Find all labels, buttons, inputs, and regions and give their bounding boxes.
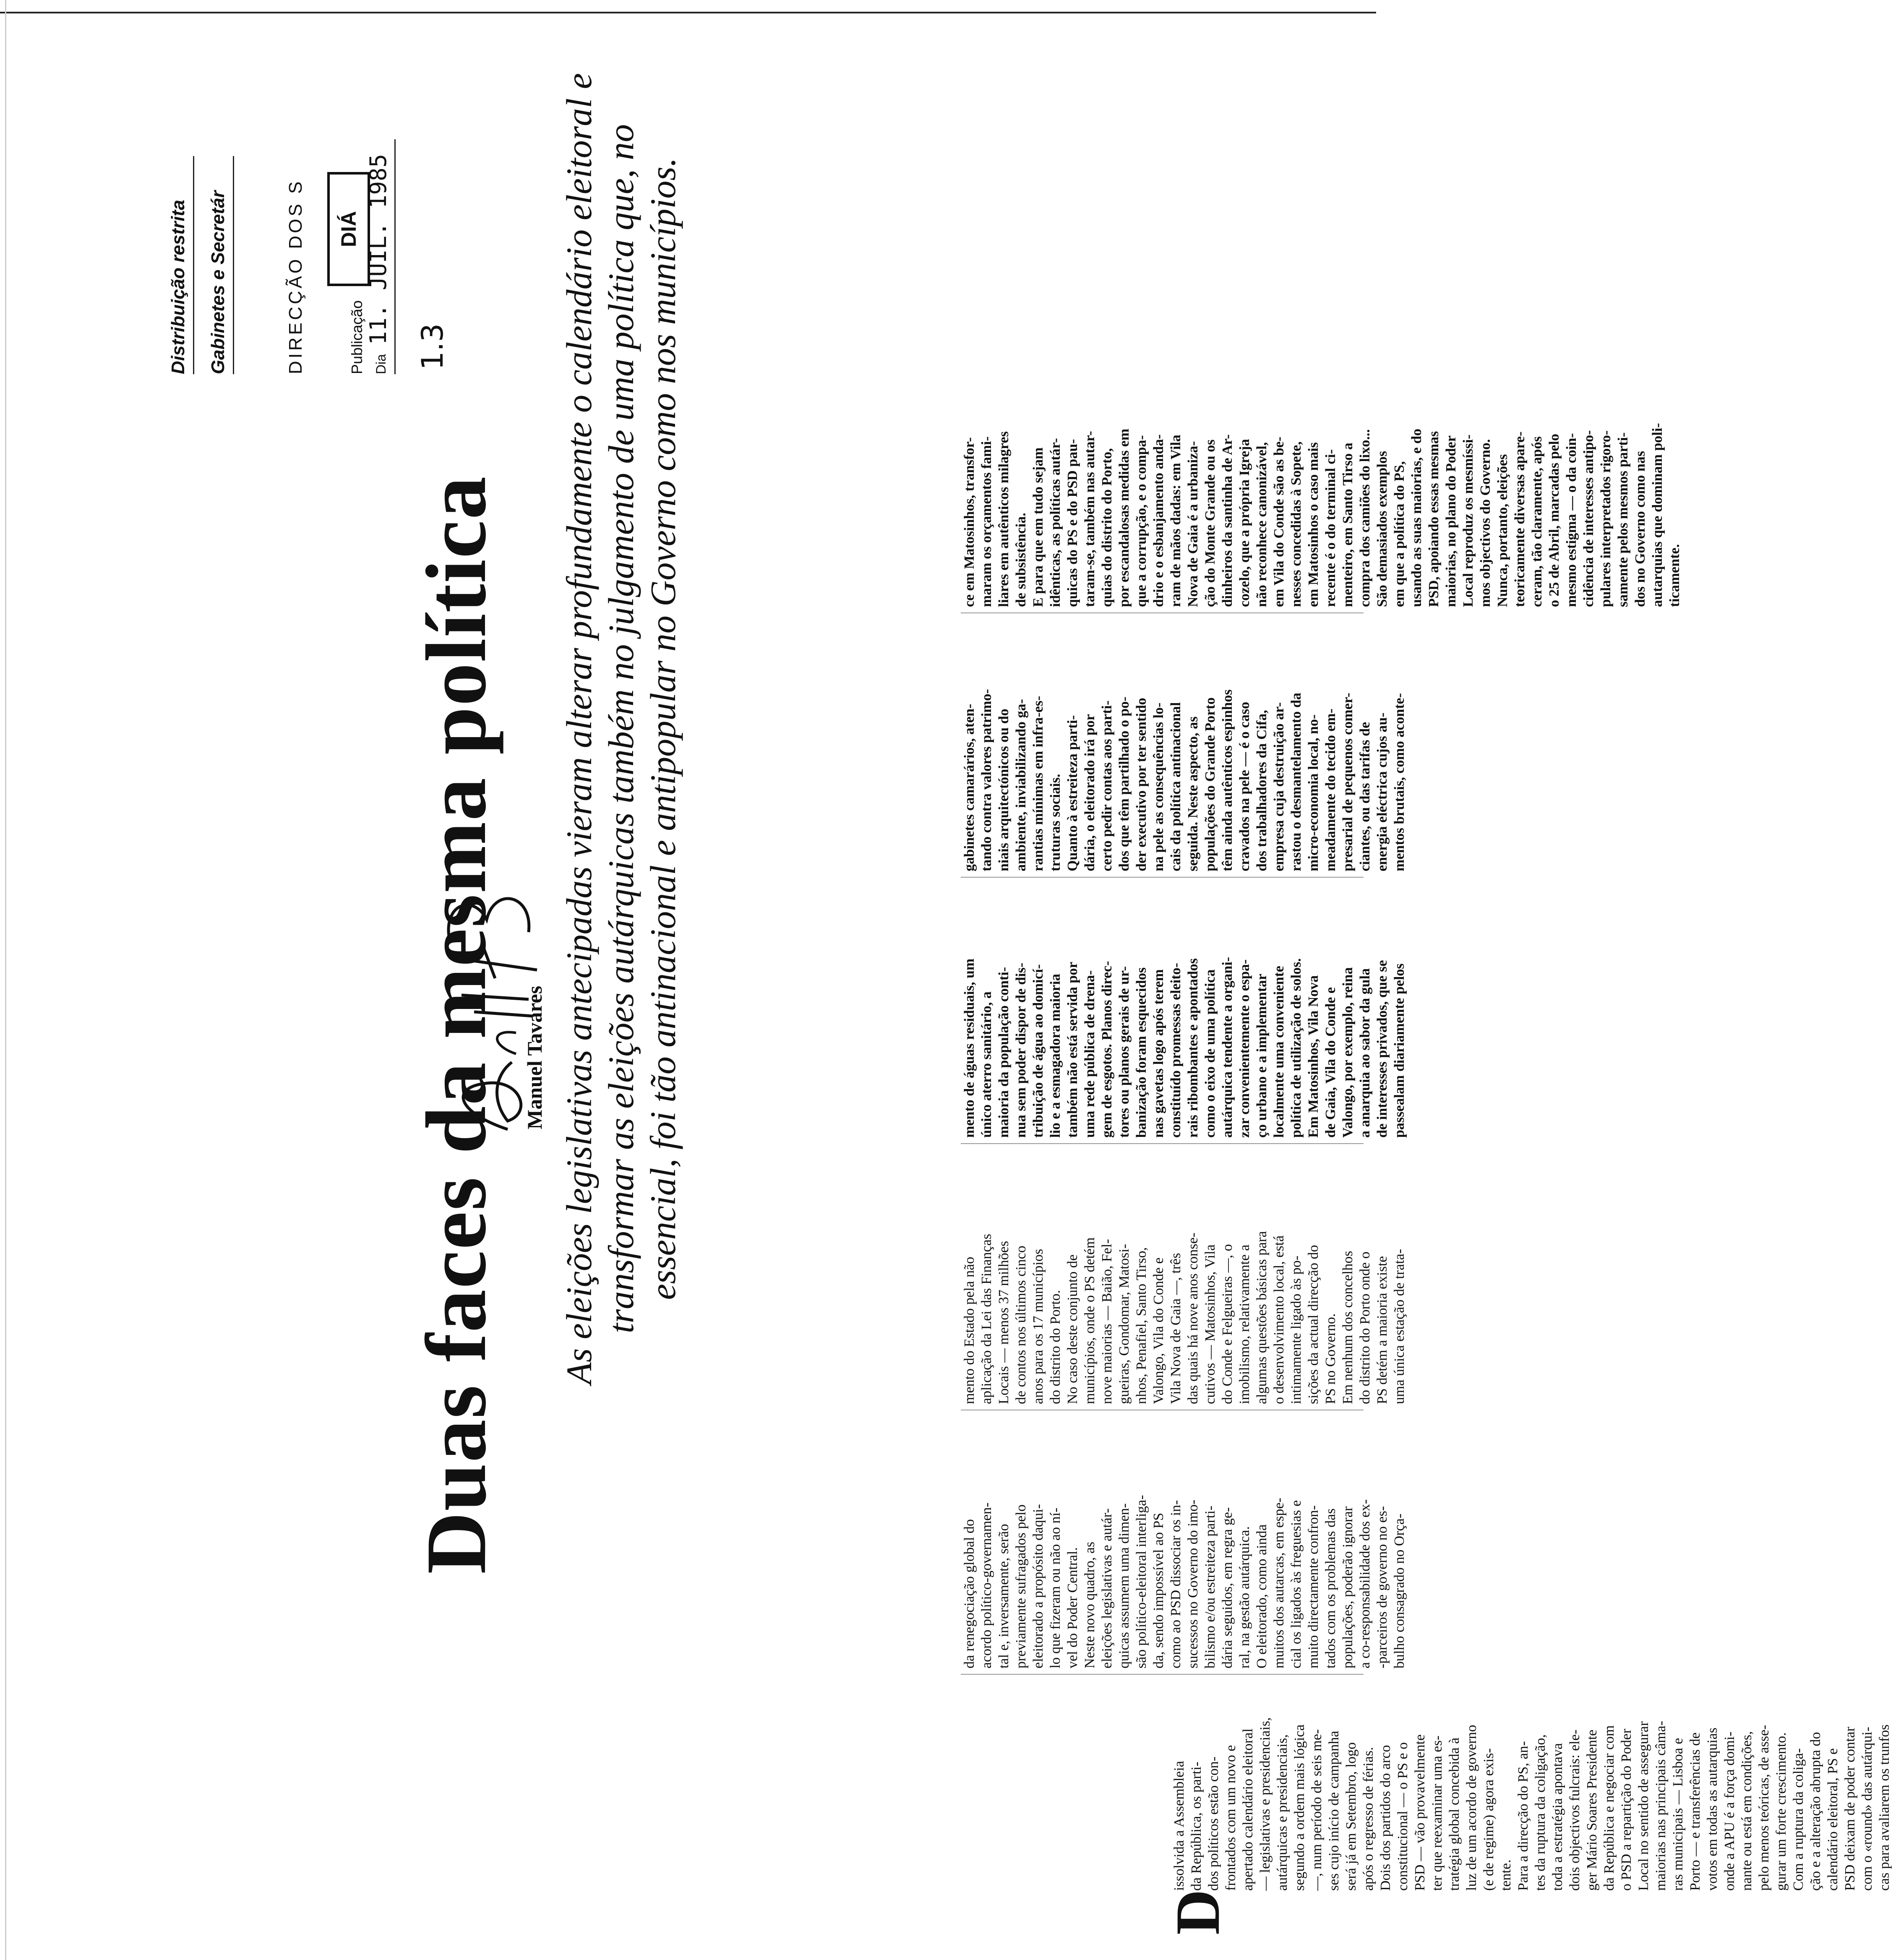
article-lede: As eleições legislativas antecipadas vieram alterar profundamente o calendário eleitoral e transformar as eleições autárquicas também no julgamento de uma política que, no essencial, foi tão antinacional e antipopular no Governo como nos municípios. — [559, 73, 683, 1384]
stamp-rule-3 — [394, 139, 396, 374]
body-column-3: mento do Estado pela não aplicação da Lei das Finanças Locais — menos 37 milhões de contos nos últimos cinco anos para os 17 municípios do distrito do Porto. No caso deste conjunto de municípios, onde o PS detém nove maiorias — Baião, Fel- gueiras, Gondomar, Matosi- nhos, Penafiel, Santo Tirso, Valongo, Vila do Conde e Vila Nova de Gaia —, três das quais há nove anos conse- cutivos — Matosinhos, Vila do Conde e Felgueiras —, o imobilismo, relativamente a algumas questões básicas para o desenvolvimento local, está intimamente ligado às po- sições da actual direcção do PS no Governo. Em nenhum dos concelhos do distrito do Porto onde o PS detém a maioria existe uma única estação de trata- — [962, 1231, 1407, 1404]
stamp-direction-line: DIRECÇÃO DOS S — [285, 179, 306, 374]
archive-stamp — [168, 22, 394, 374]
body-column-4: mento de águas residuais, um único aterro sanitário, a maioria da população conti- nua sem poder dispor de dis- tribuição de água ao domicí- lio e a esmagadora maioria também não está servida por uma rede pública de drena- gem de esgotos. Planos direc- tores ou planos gerais de ur- banização foram esquecidos nas gavetas logo após terem constituído promessas eleito- rais ribombantes e apontados como o eixo de uma política autárquica tendente a organi- zar convenientemente o espa- ço urbano e a implementar localmente uma conveniente política de utilização de solos. Em Matosinhos, Vila Nova de Gaia, Vila do Conde e Valongo, por exemplo, reina a anarquia ao sabor da gula de interesses privados, que se passealam diariamente pelos — [962, 957, 1407, 1138]
stamp-box: DIÁ — [327, 172, 370, 286]
body-column-6: ce em Matosinhos, transfor- maram os orçamentos fami- liares em autênticos milagres de subsistência. E para que em tudo sejam idênticas, as políticas autár- quicas do PS e do PSD pau- taram-se, também nas autar- quias do distrito do Porto, por escandalosas medidas em que a corrupção, e o compa- drio e o esbanjamento anda- ram de mãos dadas: em Vila Nova de Gaia é a urbaniza- ção do Monte Grande ou os dinheiros da santinha de Ar- cozelo, que a própria Igreja não reconhece canonizável, em Vila do Conde são as be- nesses concedidas à Sopete, em Matosinhos o caso mais recente é o do terminal ci- menteiro, em Santo Tirso a compra dos camiões do lixo... São demasiados exemplos em que a política do PS, usando as suas maiorias, e do PSD, apoiando essas mesmas maiorias, no plano do Poder Local reproduz os mesmíssi- mos objectivos do Governo. Nunca, portanto, eleições teoricamente diversas apare- ceram, tão claramente, após o 25 de Abril, marcadas pelo mesmo estigma — o da coin- cidência de interesses antipo- pulares interpretados rigoro- samente pelos mesmos parti- dos no Governo como nas autarquias que dominam poli- ticamente. — [962, 423, 1682, 607]
stamp-dia-label: Dia — [373, 354, 389, 374]
stamp-distribution-line: Distribuição restrita — [168, 200, 188, 374]
stamp-date: 11. JUIL. 1985 — [365, 154, 391, 345]
stamp-cabinets-line: Gabinetes e Secretár — [208, 190, 228, 374]
body-column-2: da renegociação global do acordo político-governamen- tal e, inversamente, serão previamente sufragados pelo eleitorado a propósito daqui- lo que fizeram ou não ao ní- vel do Poder Central. Neste novo quadro, as eleições legislativas e autár- quicas assumem uma dimen- são político-eleitoral interliga- da, sendo impossível ao PS como ao PSD dissociar os in- sucessos no Governo do imo- bilismo e/ou estreiteza parti- dária seguidos, em regra ge- ral, na gestão autárquica. O eleitorado, como ainda muitos dos autarcas, em espe- cial os ligados às freguesias e muito directamente confron- tados com os problemas das populações, poderão ignorar a co-responsabilidade dos ex- -parceiros de governo no es- bulho consagrado no Orça- — [962, 1495, 1407, 1668]
stamp-rule-1 — [193, 156, 194, 374]
stamp-publicacao-label: Publicação — [348, 300, 365, 374]
stamp-rule-2 — [233, 156, 234, 374]
column-rule — [961, 877, 1364, 878]
body-column-5: gabinetes camarários, aten- tando contra valores patrimo- niais arquitectónicos ou do ambiente, inviabilizando ga- rantias mínimas em infra-es- truturas sociais. Quanto à estreiteza parti- dária, o eleitorado irá por certo pedir contas aos parti- dos que têm partilhado o po- der executivo por ter sentido na pele as consequências lo- cais da política antinacional seguida. Neste aspecto, as populações do Grande Porto têm ainda autênticos espinhos cravados na pele — é o caso dos trabalhadores da Cifa, empresa cuja destruição ar- rastou o desmantelamento da micro-economia local, no- meadamente do tecido em- presarial de pequenos comer- ciantes, ou das tarifas de energia eléctrica cujos au- mentos brutais, como aconte- — [962, 689, 1407, 871]
headline: Duas faces da mesma política — [409, 475, 504, 1574]
author-byline: Manuel Tavares — [523, 985, 546, 1129]
drop-cap: D — [1163, 1889, 1233, 1935]
column-rule — [961, 612, 1364, 613]
column-rule — [961, 1674, 1364, 1675]
column-rule — [961, 1143, 1364, 1144]
page-reference: 1.3 — [415, 323, 450, 370]
body-column-1-top: issolvida a Assembleia da República, os parti- dos políticos estão con- frontados com um novo e apertado calendário eleitoral — legislativas e presidenciais, autárquicas e presidenciais, segundo a ordem mais lógica —, num período de seis me- ses cujo início de campanha será já em Setembro, logo após o regresso de férias. Dois dos partidos do arco constitucional — o PS e o PSD — vão provavelmente ter que reexaminar uma es- tratégia global concebida à luz de um acordo de governo (e de regime) agora exis- tente. Para a direcção do PS, an- tes da ruptura da coligação, toda a estratégia apontava dois objectivos fulcrais: ele- ger Mário Soares Presidente da República e negociar com o PSD a repartição do Poder Local no sentido de assegurar maiorias nas principais câma- ras municipais — Lisboa e Porto — e transferências de votos em todas as autarquias onde a APU é a força domi- nante ou está em condições, pelo menos teóricas, de asse- gurar um forte crescimento. Com a ruptura da coliga- ção e a alteração abrupta do calendário eleitoral, PS e PSD deixam de poder contar com o «round» das autárqui- cas para avaliarem os trunfos — [1171, 1717, 1892, 1891]
